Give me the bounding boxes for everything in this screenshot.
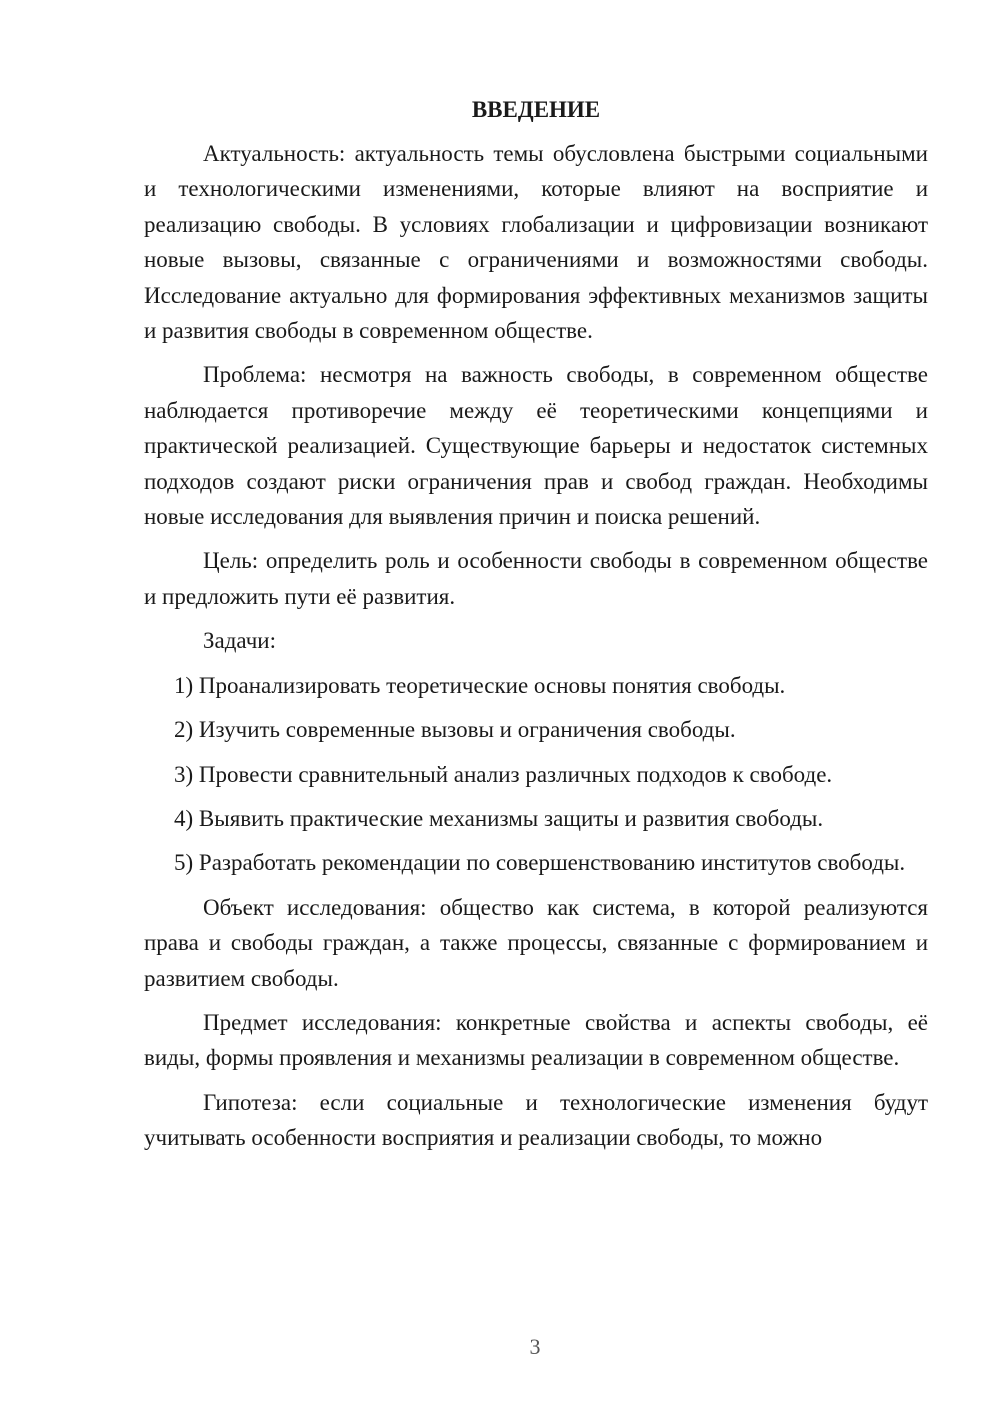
paragraph-relevance: Актуальность: актуальность темы обусловлена быстрыми социальными и технологическими изменениями, которые влияют на восприятие и реализацию свободы. В условиях глобализации и цифровизации возникают новые вызовы, связанные с ограничениями и возможностями свободы. Исследование актуально для формирования эффективных механизмов защиты и развития свободы в современном обществе. (144, 141, 928, 344)
task-item-5: 5) Разработать рекомендации по совершенствованию институтов свободы. (174, 850, 906, 876)
task-item-3: 3) Провести сравнительный анализ различных подходов к свободе. (174, 761, 833, 787)
paragraph-subject: Предмет исследования: конкретные свойства и аспекты свободы, её виды, формы проявления и механизмы реализации в современном обществе. (144, 1009, 928, 1071)
task-item-1: 1) Проанализировать теоретические основы понятия свободы. (174, 672, 786, 698)
paragraph-problem: Проблема: несмотря на важность свободы, в современном обществе наблюдается противоречие между её теоретическими концепциями и практической реализацией. Существующие барьеры и недостаток системных подходов создают риски ограничения прав и свобод граждан. Необходимы новые исследования для выявления причин и поиска решений. (144, 362, 928, 530)
paragraph-goal: Цель: определить роль и особенности свободы в современном обществе и предложить пути её развития. (144, 548, 928, 609)
section-heading: ВВЕДЕНИЕ (471, 97, 601, 122)
page-content (144, 92, 928, 1165)
paragraph-object: Объект исследования: общество как система, в которой реализуются права и свободы граждан, а также процессы, связанные с формированием и развитием свободы. (144, 894, 928, 991)
paragraph-hypothesis: Гипотеза: если социальные и технологические изменения будут учитывать особенности восприятия и реализации свободы, то можно (144, 1089, 928, 1151)
task-item-2: 2) Изучить современные вызовы и ограничения свободы. (174, 717, 736, 743)
task-item-4: 4) Выявить практические механизмы защиты и развития свободы. (174, 805, 824, 831)
tasks-heading: Задачи: (203, 628, 276, 654)
page-number: 3 (529, 1334, 541, 1359)
